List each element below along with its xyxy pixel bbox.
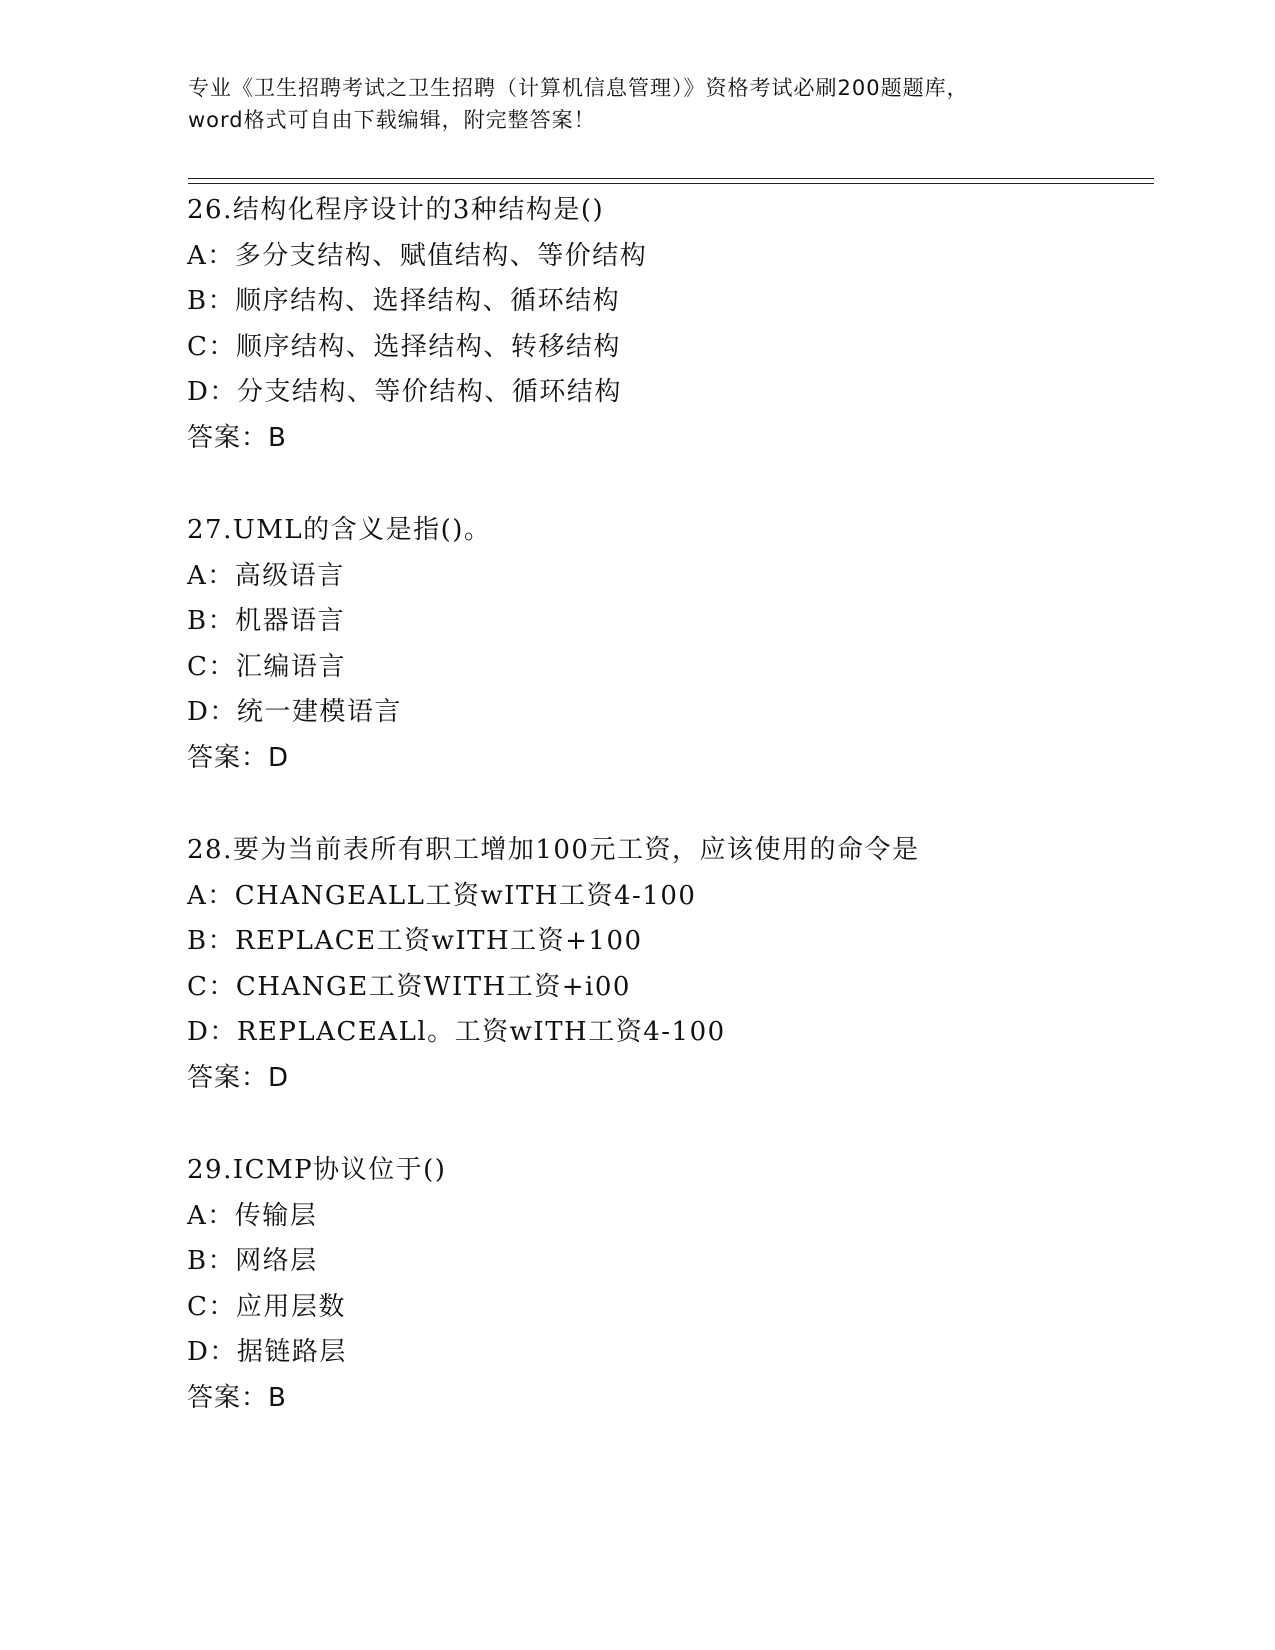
question-stem: 26.结构化程序设计的3种结构是(): [187, 195, 605, 225]
question-27: [187, 508, 1167, 828]
option-a: A：高级语言: [187, 560, 345, 591]
header-line-2: word格式可自由下载编辑，附完整答案！: [188, 108, 596, 132]
answer-text: 答案：B: [187, 1382, 287, 1413]
header-line-1: 专业《卫生招聘考试之卫生招聘（计算机信息管理）》资格考试必刷200题题库，: [188, 76, 969, 100]
option-a: A：多分支结构、赋值结构、等价结构: [187, 240, 648, 271]
option-b: B：机器语言: [187, 606, 346, 636]
option-b: B：顺序结构、选择结构、循环结构: [187, 286, 621, 316]
option-d: D：分支结构、等价结构、循环结构: [187, 377, 622, 407]
option-c: C：应用层数: [187, 1291, 346, 1322]
option-c: C：汇编语言: [187, 651, 346, 682]
question-28: [187, 828, 1167, 1148]
option-d: D：统一建模语言: [187, 697, 402, 727]
header-divider-bottom: [188, 183, 1154, 184]
question-29: [187, 1148, 1167, 1468]
option-d: D：REPLACEALl。工资wITH工资4-100: [187, 1017, 726, 1047]
answer-text: 答案：B: [187, 422, 287, 453]
question-list: [187, 188, 1167, 1468]
answer-text: 答案：D: [187, 742, 290, 773]
question-stem: 29.ICMP协议位于(): [187, 1155, 447, 1185]
question-stem: 27.UML的含义是指()。: [187, 515, 492, 545]
question-stem: 28.要为当前表所有职工增加100元工资，应该使用的命令是: [187, 835, 920, 865]
option-b: B：网络层: [187, 1246, 318, 1276]
option-a: A：CHANGEALL工资wITH工资4-100: [187, 880, 697, 911]
option-b: B：REPLACE工资wITH工资+100: [187, 926, 643, 956]
answer-text: 答案：D: [187, 1062, 290, 1093]
option-c: C：顺序结构、选择结构、转移结构: [187, 331, 621, 362]
option-a: A：传输层: [187, 1200, 318, 1231]
option-c: C：CHANGE工资WITH工资+i00: [187, 971, 631, 1002]
option-d: D：据链路层: [187, 1337, 347, 1367]
header-divider-top: [188, 178, 1154, 179]
document-header: [188, 72, 1088, 136]
question-26: [187, 188, 1167, 508]
